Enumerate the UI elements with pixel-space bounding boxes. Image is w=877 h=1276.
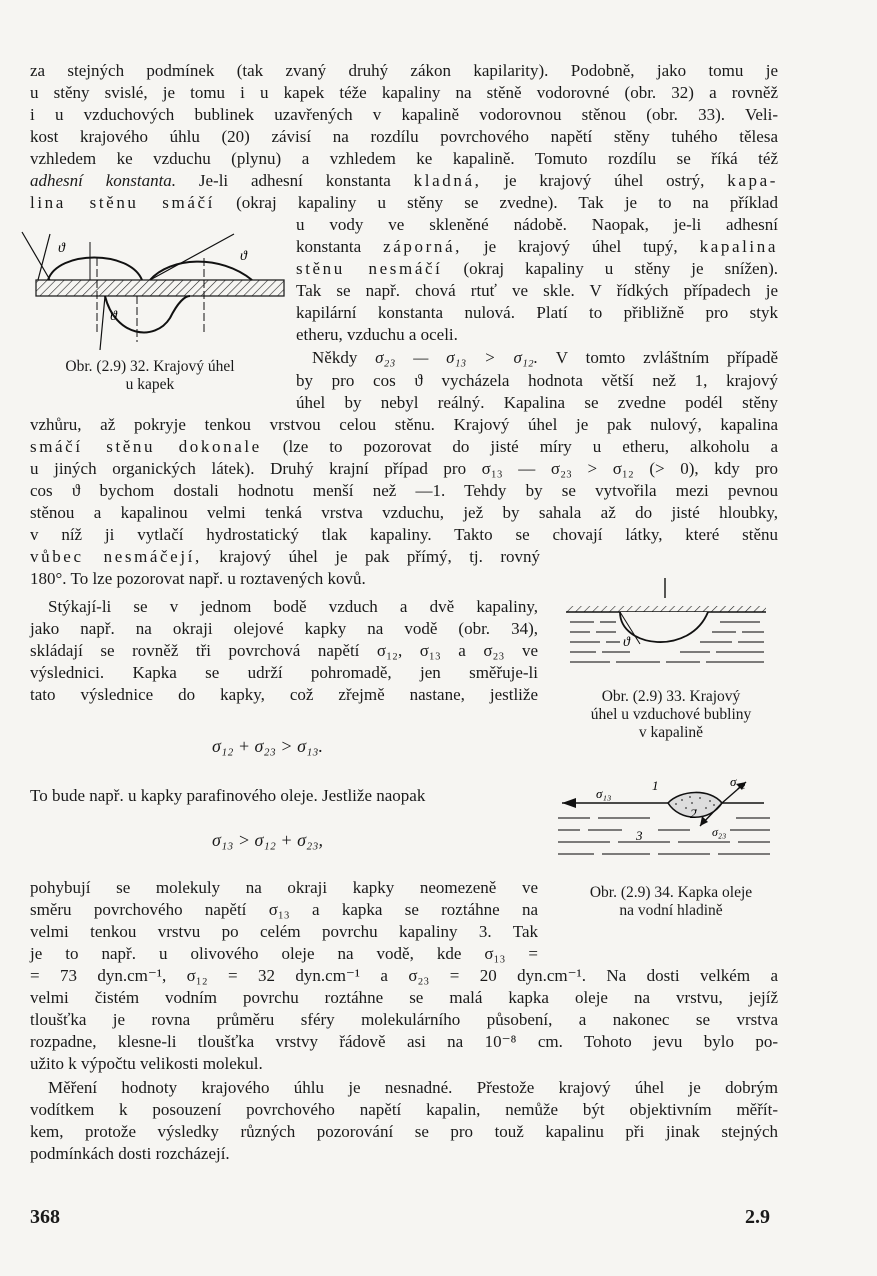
figure-34-oil-drop-on-water [550,770,778,870]
text-line: velmi tenkou vrstvu po celém povrchu kapaliny 3. Tak [30,922,538,941]
spaced-term: záporná, [383,237,462,256]
text-line: pohybují se molekuly na okraji kapky neomezeně ve [30,878,538,897]
figure-33-bubble-contact-angle [560,576,770,684]
spaced-term: lina stěnu smáčí [30,193,215,212]
text-line: kost krajového úhlu (20) závisí na rozdílu povrchového napětí stěny tuhého tělesa [30,127,778,146]
caption-line: u kapek [125,376,175,393]
text-line: úhel by nebyl reálný. Kapalina se zvedne podél stěny [296,393,778,412]
section-number: 2.9 [745,1206,770,1228]
text-line: To bude např. u kapky parafinového oleje. Jestliže naopak [30,786,426,805]
text-line: i u vzduchových bublinek uzavřených v kapalině vodorovnou stěnou (obr. 33). Veli- [30,105,778,124]
figure-34-caption [560,884,782,920]
text-line [312,347,778,369]
text-line [30,436,778,458]
caption-line: úhel u vzduchové bubliny [590,706,752,723]
theta-label: ϑ [240,249,247,264]
text-line: jako např. na okraji olejové kapky na vodě (obr. 34), [30,619,538,638]
formula: σ₂₃ — σ₁₃ > σ₁₂. [375,348,538,367]
text-line: by pro cos ϑ vycházela hodnota větší než 1, krajový [296,371,778,390]
theta-label: ϑ [623,635,630,650]
region-2-label: 2 [690,806,697,821]
text-line: za stejných podmínek (tak zvaný druhý zákon kapilarity). Podobně, jako tomu je [30,61,778,80]
spaced-term: kladná, [413,171,482,190]
text-line: u vody ve skleněné nádobě. Naopak, je-li adhesní [296,215,778,234]
spaced-term: vůbec nesmáčejí, [30,547,202,566]
text-line: v níž ji vytlačí hydrostatický tlak kapaliny. Takto se chovají látky, které stěnu [30,525,778,544]
text-line: kem, protože výsledky různých pozorování se pro touž kapalinu při jinak stejných [30,1122,778,1141]
text-line: rozpadne, klesne-li tloušťka vrstvy řádově asi na 10⁻⁸ cm. Tohoto jevu bylo po- [30,1032,778,1051]
text-span: (okraj kapaliny u stěny se zvedne). Tak je to na příklad [214,193,778,212]
text-line: výslednici. Kapka se udrží pohromadě, jen směřuje-li [30,663,538,682]
equation-2 [212,830,323,851]
formula: σ₁₃ > σ₁₂ + σ₂₃, [212,830,323,850]
text-span: je krajový úhel tupý, [461,237,700,256]
text-span: (okraj kapaliny u stěny je snížen). [442,259,778,278]
text-span: je krajový úhel ostrý, [481,171,728,190]
text-line: Tak se např. chová rtuť ve skle. V řídkých případech je [296,281,778,300]
region-1-label: 1 [652,778,659,793]
caption-line: v kapalině [638,724,704,741]
text-line: Stýkají-li se v jednom bodě vzduch a dvě kapaliny, [48,597,538,616]
spaced-term: smáčí stěnu dokonale [30,437,262,456]
text-line: Měření hodnoty krajového úhlu je nesnadné. Přestože krajový úhel je dobrým [48,1078,778,1097]
text-line: směru povrchového napětí σ₁₃ a kapka se roztáhne na [30,900,538,919]
figure-32-caption [30,358,270,394]
text-span: V tomto zvláštním případě [537,348,778,367]
formula: σ₁₂ + σ₂₃ > σ₁₃. [212,736,323,756]
text-line [30,192,778,214]
text-line [296,258,778,280]
text-line: vzhledem ke vzduchu (plynu) a vzhledem ke kapalině. Tomuto rozdílu se říká též [30,149,778,168]
text-line: cos ϑ bychom dostali hodnotu menší než —1. Tehdy by se vytvořila mezi pevnou [30,481,778,500]
caption-line: Obr. (2.9) 34. Kapka oleje [589,884,753,901]
caption-line: Obr. (2.9) 32. Krajový úhel [65,358,235,375]
region-3-label: 3 [636,828,643,843]
text-line: podmínkách dosti rozcházejí. [30,1144,230,1163]
text-line: u stěny svislé, je tomu i u kapek téže kapaliny na stěně vodorovné (obr. 32) a rovněž [30,83,778,102]
text-line: tato výslednice do kapky, což zřejmě nastane, jestliže [30,685,538,704]
text-line: = 73 dyn.cm⁻¹, σ₁₂ = 32 dyn.cm⁻¹ a σ₂₃ = 20 dyn.cm⁻¹. Na dosti velkém a [30,966,778,985]
text-line: je to např. u olivového oleje na vodě, kde σ₁₃ = [30,944,538,963]
page-number: 368 [30,1206,60,1228]
sigma13-label: σ₁₃ [596,786,612,801]
caption-line: na vodní hladině [619,902,723,919]
text-line: kapilární konstanta nulová. Platí to přibližně pro styk [296,303,778,322]
text-line: tloušťka je rovna průměru sféry molekulárního působení, a nakonec se vrstva [30,1010,778,1029]
spaced-term: stěnu nesmáčí [296,259,443,278]
theta-label: ϑ [58,241,65,256]
text-line [30,170,778,192]
text-span: konstanta [296,237,384,256]
sigma12-label: σ₁₂ [730,774,746,789]
text-span: (lze to pozorovat do jisté míry u etheru, alkoholu a [261,437,778,456]
text-span: krajový úhel je pak přímý, tj. rovný [201,547,540,566]
figure-32-drop-contact-angle [20,222,290,354]
spaced-term: kapalina [699,237,778,256]
caption-line: Obr. (2.9) 33. Krajový [601,688,741,705]
term-adhesni-konstanta: adhesní konstanta. [30,171,177,190]
text-line: užito k výpočtu velikosti molekul. [30,1054,263,1073]
text-span: Je-li adhesní konstanta [176,171,414,190]
text-line: vzhůru, až pokryje tenkou vrstvou celou stěnu. Krajový úhel je pak nulový, kapalina [30,415,778,434]
text-line: vodítkem k posouzení povrchového napětí kapalin, nemůže být objektivním měřít- [30,1100,778,1119]
text-line: skládají se rovněž tři povrchová napětí σ₁₂, σ₁₃ a σ₂₃ ve [30,641,538,660]
text-line [296,236,778,258]
sigma23-label: σ₂₃ [712,825,727,839]
text-line: etheru, vzduchu a oceli. [296,325,458,344]
equation-1 [212,736,323,757]
spaced-term: kapa- [727,171,778,190]
theta-label: ϑ [110,309,117,324]
text-line: u jiných organických látek). Druhý krajní případ pro σ₁₃ — σ₂₃ > σ₁₂ (> 0), kdy pro [30,459,778,478]
figure-33-caption [560,688,782,742]
text-line: stěnou a kapalinou velmi tenká vrstva vzduchu, jež by sahala až do jisté hloubky, [30,503,778,522]
text-line: 180°. To lze pozorovat např. u roztavených kovů. [30,569,366,588]
text-line: velmi čistém vodním povrchu roztáhne se malá kapka oleje na vrstvu, jejíž [30,988,778,1007]
text-line [30,546,540,568]
text-span: Někdy [312,348,376,367]
